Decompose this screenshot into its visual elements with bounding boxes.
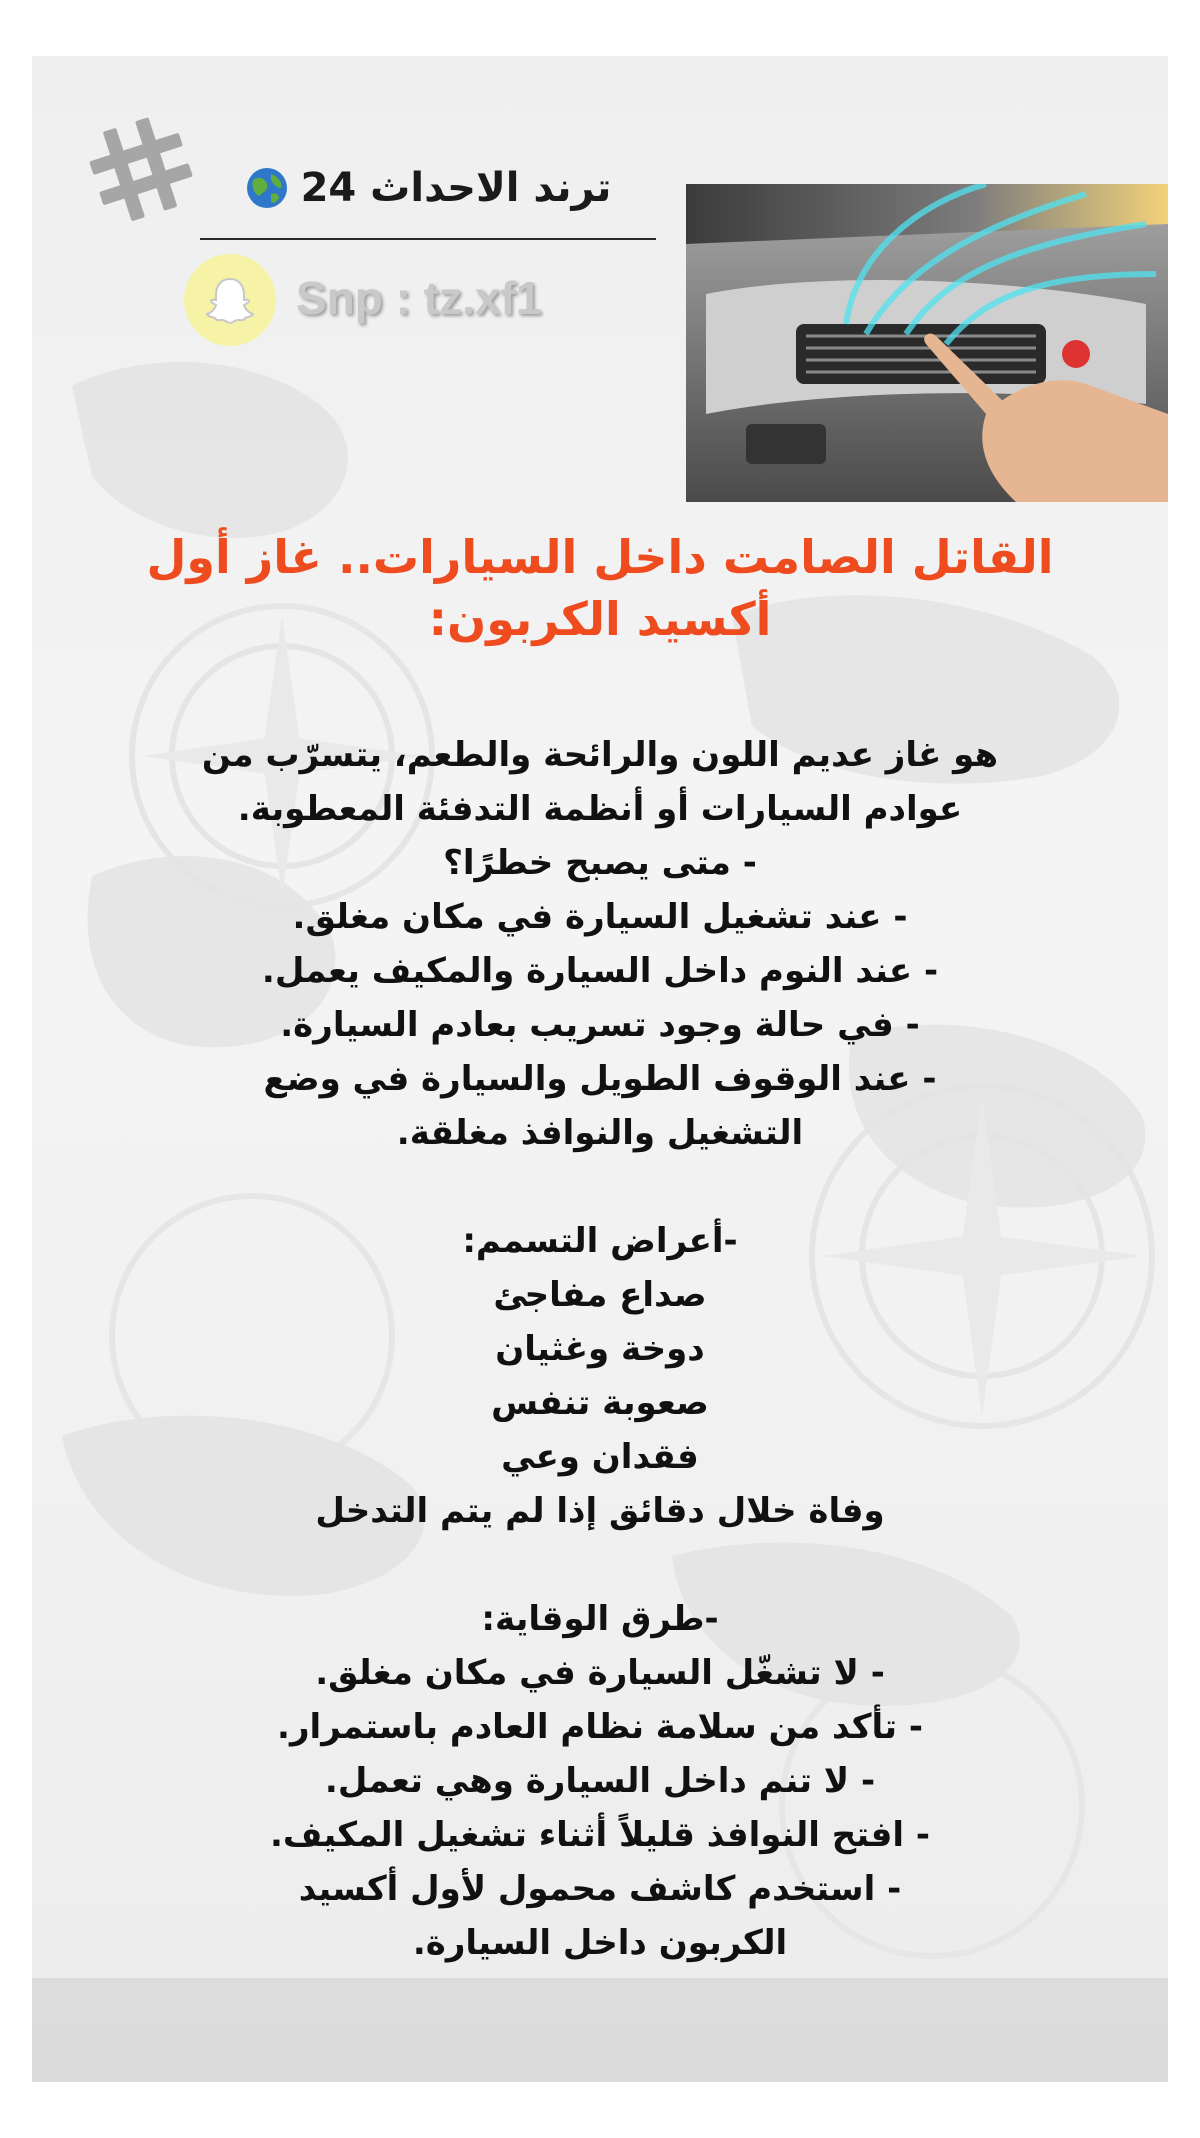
body-line: [96, 1160, 1104, 1214]
body-line: صعوبة تنفس: [491, 1383, 709, 1423]
post-card: [32, 56, 1168, 2082]
body-line: دوخة وغثيان: [495, 1329, 705, 1369]
body-line: - عند الوقوف الطويل والسيارة في وضع: [263, 1059, 937, 1099]
body-line: [96, 1538, 1104, 1592]
body-line: - عند النوم داخل السيارة والمكيف يعمل.: [261, 951, 939, 991]
body-line: - استخدم كاشف محمول لأول أكسيد: [298, 1869, 902, 1909]
article-body: [96, 728, 1104, 1970]
snapchat-handle: Snp : tz.xf1: [296, 272, 542, 324]
body-line: - في حالة وجود تسريب بعادم السيارة.: [280, 1005, 920, 1045]
globe-icon: [245, 166, 289, 210]
brand-title-text: ترند الاحداث 24: [300, 165, 612, 211]
body-line: الكربون داخل السيارة.: [412, 1923, 788, 1963]
body-line: فقدان وعي: [501, 1437, 699, 1477]
body-line: - لا تنم داخل السيارة وهي تعمل.: [324, 1761, 876, 1801]
body-line: صداع مفاجئ: [493, 1275, 707, 1315]
body-line: وفاة خلال دقائق إذا لم يتم التدخل: [315, 1491, 885, 1531]
body-line: - متى يصبح خطرًا؟: [443, 843, 757, 883]
brand-divider: [200, 238, 656, 240]
bottom-band: [32, 1978, 1168, 2082]
hashtag-icon: [86, 114, 196, 224]
body-line: - تأكد من سلامة نظام العادم باستمرار.: [277, 1707, 923, 1747]
brand-title: [228, 160, 628, 216]
body-line: -طرق الوقاية:: [481, 1599, 719, 1639]
body-line: - لا تشغّل السيارة في مكان مغلق.: [315, 1653, 885, 1693]
body-line: التشغيل والنوافذ مغلقة.: [396, 1113, 804, 1153]
snapchat-badge: [184, 254, 276, 346]
body-line: - عند تشغيل السيارة في مكان مغلق.: [292, 897, 908, 937]
body-line: - افتح النوافذ قليلاً أثناء تشغيل المكيف.: [270, 1815, 930, 1855]
headline: القاتل الصامت داخل السيارات.. غاز أول أكسيد الكربون:: [146, 530, 1054, 646]
snapchat-ghost-icon: [203, 273, 257, 327]
car-ac-photo: [686, 184, 1168, 502]
body-line: عوادم السيارات أو أنظمة التدفئة المعطوبة.: [237, 789, 963, 829]
body-line: هو غاز عديم اللون والرائحة والطعم، يتسرّب من: [201, 735, 999, 775]
body-line: -أعراض التسمم:: [462, 1221, 738, 1261]
